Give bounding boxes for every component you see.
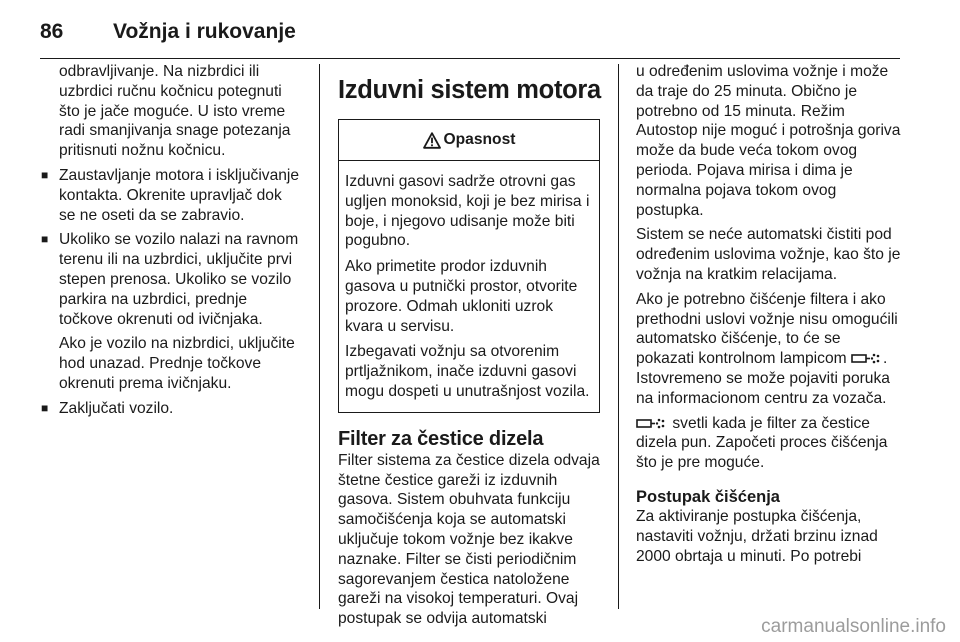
intro-paragraph: odbravljivanje. Na nizbrdici ili uzbrdici ručnu kočnicu potegnuti što je jače moguće. U isto vreme radi smanjivanja snage potezanja pritisnuti nožnu kočnicu. — [59, 63, 291, 160]
body-paragraph: Filter sistema za čestice dizela odvaja štetne čestice gareži iz izduvnih gasova. Sistem obuhvata funkciju samočišćenja koja se automatski uključuje tokom vožnje bez ikakve naznake. Filter se čisti periodičnim sagorevanjem čestica natoložene gareži na visokoj temperaturi. Ovaj postupak se odvija automatski — [338, 451, 600, 628]
subsection-title: Filter za čestice dizela — [338, 427, 544, 450]
bullet-icon: ■ — [41, 232, 49, 247]
body-paragraph: Ako je potrebno čišćenje filtera i ako prethodni uslovi vožnje nisu omogućili automatsko čišćenje, to će se pokazati kontrolnom lampicom . Istovremeno se može pojaviti poruka na informacionom centru za vozača. — [636, 290, 898, 407]
warning-header — [339, 120, 599, 161]
list-item-continuation: Ako je vozilo na nizbrdici, uključite hod unazad. Prednje točkove okrenuti prema ivičnjaku. — [59, 335, 295, 392]
warning-paragraph: Izduvni gasovi sadrže otrovni gas ugljen monoksid, koji je bez mirisa i boje, i njegovo udisanje može biti pogubno. — [345, 173, 590, 250]
column-right — [636, 62, 902, 571]
diesel-particulate-filter-icon — [636, 416, 666, 431]
column-middle — [338, 62, 602, 634]
chapter-title: Vožnja i rukovanje — [113, 20, 296, 43]
column-divider — [618, 64, 619, 609]
warning-body — [339, 161, 599, 412]
list-item — [40, 230, 302, 329]
list-item — [40, 399, 302, 419]
body-paragraph: u određenim uslovima vožnje i može da traje do 25 minuta. Obično je potrebno od 15 minuta. Režim Autostop nije moguć i potrošnja goriva može da bude veća tokom ovog perioda. Pojava mirisa i dima je normalna pojava tokom ovog postupka. — [636, 63, 901, 219]
bullet-icon: ■ — [41, 167, 49, 182]
page-number: 86 — [40, 20, 64, 43]
body-paragraph: Sistem se neće automatski čistiti pod određenim uslovima vožnje, kao što je vožnja na kratkim relacijama. — [636, 226, 901, 283]
column-left — [40, 62, 302, 424]
bullet-icon: ■ — [41, 400, 49, 415]
warning-paragraph: Ako primetite prodor izduvnih gasova u putnički prostor, otvorite prozore. Odmah ukloniti uzrok kvara u servisu. — [345, 258, 578, 335]
body-paragraph: Za aktiviranje postupka čišćenja, nastaviti vožnju, držati brzinu iznad 2000 obrtaja u minuti. Po potrebi — [636, 507, 878, 565]
subheading: Postupak čišćenja — [636, 487, 780, 506]
watermark: carmanualsonline.info — [761, 616, 946, 637]
list-item — [40, 166, 302, 225]
warning-paragraph: Izbegavati vožnju sa otvorenim prtljažnikom, inače izduvni gasovi mogu dospeti u unutrašnjost vozila. — [345, 343, 590, 400]
list-item-text: Zaustavljanje motora i isključivanje kontakta. Okrenite upravljač dok se ne oseti da se zabravio. — [59, 166, 300, 224]
column-divider — [319, 64, 320, 609]
body-paragraph: svetli kada je filter za čestice dizela pun. Započeti proces čišćenja što je pre moguće. — [636, 414, 888, 472]
warning-triangle-icon — [423, 132, 441, 149]
warning-box — [338, 119, 600, 413]
warning-title: Opasnost — [443, 131, 516, 149]
list-item-text: Zaključati vozilo. — [59, 399, 174, 417]
page-header — [40, 18, 900, 59]
diesel-particulate-filter-icon — [851, 351, 881, 366]
section-title: Izduvni sistem motora — [338, 76, 601, 104]
list-item-text: Ukoliko se vozilo nalazi na ravnom terenu ili na uzbrdici, uključite prvi stepen prenosa. Ukoliko se vozilo parkira na uzbrdici, prednje točkove okrenuti od ivičnjaka. — [59, 231, 299, 328]
